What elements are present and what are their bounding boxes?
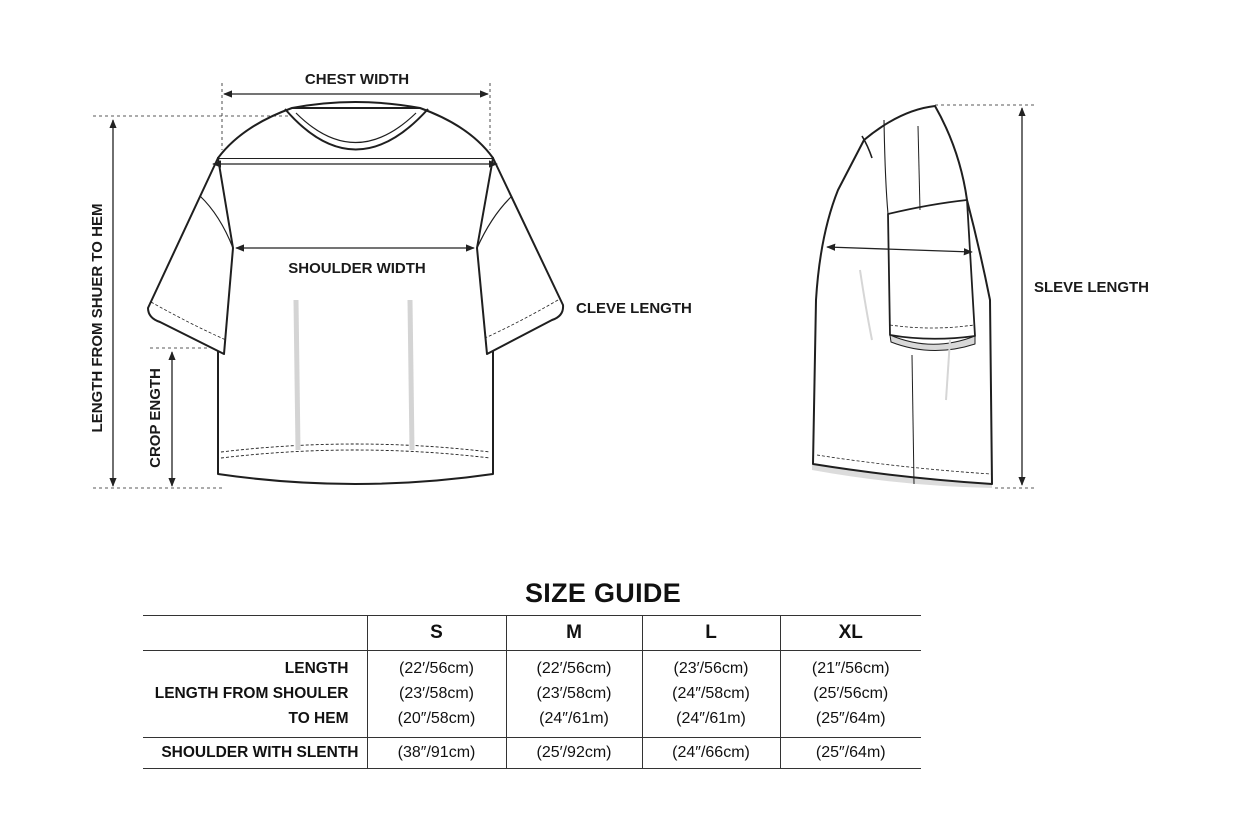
table-cell: (24″/61m) <box>642 706 780 738</box>
sleve-length-label: SLEVE LENGTH <box>1034 279 1150 296</box>
table-row <box>143 738 921 769</box>
row-label: TO HEM <box>288 709 349 727</box>
table-cell: (22′/56cm) <box>367 651 506 682</box>
size-header-m: M <box>506 616 642 651</box>
crop-length-label: CROP ENGTH <box>147 368 164 468</box>
row-label: LENGTH FROM SHOULER <box>154 684 349 702</box>
table-cell: (25″/64m) <box>780 706 921 738</box>
table-cell: (23′/58cm) <box>367 681 506 706</box>
table-cell: (23′/58cm) <box>506 681 642 706</box>
table-cell: (25′/56cm) <box>780 681 921 706</box>
table-cell: (24″/58cm) <box>642 681 780 706</box>
table-cell: (24″/66cm) <box>642 738 780 769</box>
table-cell: (22′/56cm) <box>506 651 642 682</box>
chest-width-label: CHEST WIDTH <box>304 71 410 88</box>
size-header-l: L <box>642 616 780 651</box>
front-view-tshirt <box>148 102 563 484</box>
size-header-row <box>143 616 921 651</box>
table-row <box>143 706 921 738</box>
size-guide-table <box>143 615 921 769</box>
side-view-tshirt <box>812 106 992 488</box>
table-cell: (25″/64m) <box>780 738 921 769</box>
table-cell: (24″/61m) <box>506 706 642 738</box>
table-row <box>143 651 921 682</box>
table-cell: (20″/58cm) <box>367 706 506 738</box>
header-corner-cell <box>143 616 367 651</box>
row-label: SHOULDER WITH SLENTH <box>143 738 367 769</box>
shoulder-width-label: SHOULDER WIDTH <box>288 260 426 277</box>
table-row <box>143 681 921 706</box>
table-cell: (23′/56cm) <box>642 651 780 682</box>
size-guide-title: SIZE GUIDE <box>524 578 682 608</box>
table-cell: (38″/91cm) <box>367 738 506 769</box>
length-from-shoulder-label: LENGTH FROM SHUER TO HEM <box>89 203 106 433</box>
size-header-xl: XL <box>780 616 921 651</box>
size-header-s: S <box>367 616 506 651</box>
table-cell: (25′/92cm) <box>506 738 642 769</box>
cleve-length-label: CLEVE LENGTH <box>576 300 692 317</box>
table-cell: (21″/56cm) <box>780 651 921 682</box>
row-label: LENGTH <box>284 660 349 677</box>
